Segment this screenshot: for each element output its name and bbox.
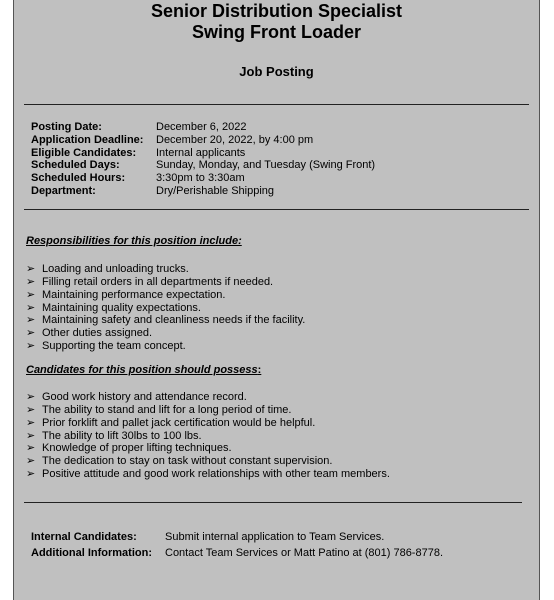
- posting-type-heading: Job Posting: [239, 64, 314, 79]
- list-item-text: Prior forklift and pallet jack certification would be helpful.: [42, 417, 316, 429]
- list-item-text: Maintaining quality expectations.: [42, 302, 201, 314]
- arrow-bullet-icon: ➢: [26, 416, 36, 429]
- job-posting-page: [13, 0, 540, 600]
- list-item-text: Other duties assigned.: [42, 327, 153, 339]
- list-item: [26, 416, 315, 430]
- list-item-text: Maintaining performance expectation.: [42, 289, 226, 301]
- divider: [24, 502, 522, 503]
- list-item-text: The ability to stand and lift for a long period of time.: [42, 404, 292, 416]
- list-item-text: The dedication to stay on task without constant supervision.: [42, 455, 333, 467]
- arrow-bullet-icon: ➢: [26, 390, 36, 403]
- list-item: [26, 390, 247, 404]
- arrow-bullet-icon: ➢: [26, 339, 36, 352]
- detail-value: 3:30pm to 3:30am: [156, 172, 245, 184]
- detail-label: Department:: [31, 185, 96, 197]
- list-item: [26, 313, 305, 327]
- arrow-bullet-icon: ➢: [26, 403, 36, 416]
- list-item: [26, 454, 332, 468]
- detail-value: Dry/Perishable Shipping: [156, 185, 275, 197]
- list-item-text: Supporting the team concept.: [42, 340, 186, 352]
- list-item: [26, 262, 189, 276]
- list-item: [26, 339, 186, 353]
- list-item: [26, 326, 152, 340]
- detail-value: Internal applicants: [156, 147, 246, 159]
- list-item: [26, 275, 273, 289]
- list-item: [26, 441, 232, 455]
- additional-info-label: Additional Information:: [31, 547, 152, 559]
- detail-value: Sunday, Monday, and Tuesday (Swing Front): [156, 159, 376, 171]
- additional-info-value: Contact Team Services or Matt Patino at (801) 786-8778.: [165, 547, 443, 559]
- detail-label: Application Deadline:: [31, 134, 144, 146]
- detail-value: December 6, 2022: [156, 121, 247, 133]
- list-item-text: Knowledge of proper lifting techniques.: [42, 442, 232, 454]
- qualifications-heading-text: Candidates for this position should possess: [26, 364, 258, 376]
- list-item: [26, 403, 291, 417]
- list-item-text: The ability to lift 30lbs to 100 lbs.: [42, 430, 202, 442]
- detail-label: Eligible Candidates:: [31, 147, 137, 159]
- list-item-text: Good work history and attendance record.: [42, 391, 247, 403]
- divider: [24, 104, 529, 105]
- list-item-text: Filling retail orders in all departments if needed.: [42, 276, 274, 288]
- arrow-bullet-icon: ➢: [26, 441, 36, 454]
- qualifications-heading: [26, 364, 261, 376]
- arrow-bullet-icon: ➢: [26, 262, 36, 275]
- list-item: [26, 467, 390, 481]
- divider: [24, 209, 529, 210]
- arrow-bullet-icon: ➢: [26, 467, 36, 480]
- list-item-text: Maintaining safety and cleanliness needs if the facility.: [42, 314, 306, 326]
- internal-candidates-value: Submit internal application to Team Services.: [165, 531, 385, 543]
- detail-label: Posting Date:: [31, 121, 102, 133]
- detail-label: Scheduled Days:: [31, 159, 120, 171]
- list-item: [26, 288, 225, 302]
- responsibilities-heading: Responsibilities for this position include:: [26, 235, 242, 247]
- job-title: Senior Distribution Specialist: [150, 1, 403, 21]
- job-title-subline: Swing Front Loader: [192, 22, 361, 42]
- arrow-bullet-icon: ➢: [26, 429, 36, 442]
- arrow-bullet-icon: ➢: [26, 454, 36, 467]
- arrow-bullet-icon: ➢: [26, 301, 36, 314]
- arrow-bullet-icon: ➢: [26, 288, 36, 301]
- list-item-text: Positive attitude and good work relationships with other team members.: [42, 468, 390, 480]
- internal-candidates-label: Internal Candidates:: [31, 531, 137, 543]
- arrow-bullet-icon: ➢: [26, 326, 36, 339]
- detail-value: December 20, 2022, by 4:00 pm: [156, 134, 314, 146]
- detail-label: Scheduled Hours:: [31, 172, 126, 184]
- arrow-bullet-icon: ➢: [26, 275, 36, 288]
- list-item-text: Loading and unloading trucks.: [42, 263, 189, 275]
- heading-colon: :: [257, 364, 262, 376]
- arrow-bullet-icon: ➢: [26, 313, 36, 326]
